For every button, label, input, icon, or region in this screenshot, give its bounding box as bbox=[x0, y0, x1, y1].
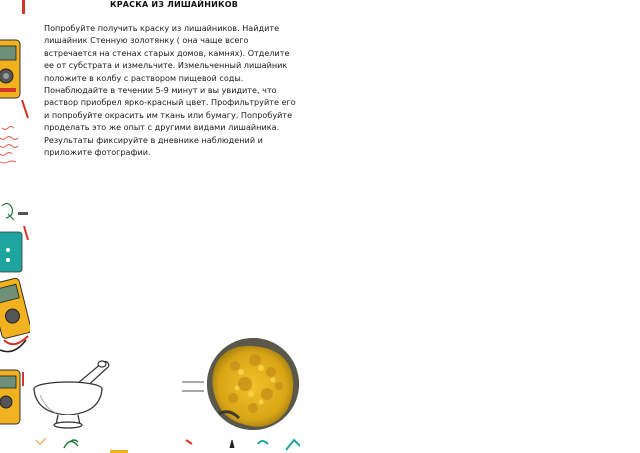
handwriting-sketch-icon bbox=[0, 127, 18, 164]
lichen-photo bbox=[205, 336, 301, 432]
left-decoration-strip bbox=[0, 0, 30, 453]
check-sketch-icon bbox=[36, 438, 46, 444]
document-page bbox=[0, 0, 308, 453]
divider-lines-icon bbox=[182, 378, 204, 396]
mortar-and-pestle-icon bbox=[30, 355, 110, 430]
page-title: КРАСКА ИЗ ЛИШАЙНИКОВ bbox=[109, 0, 239, 9]
teal-sketch-icon bbox=[286, 440, 300, 450]
bottom-decoration-strip bbox=[30, 430, 308, 453]
red-marker-icon bbox=[22, 0, 25, 14]
decoration-sketches bbox=[0, 0, 30, 453]
probe-tip-icon bbox=[230, 440, 234, 448]
multimeter-icon bbox=[0, 370, 20, 424]
multimeter-icon bbox=[0, 232, 22, 272]
plant-sketch-icon bbox=[2, 203, 14, 220]
page-edge bbox=[300, 0, 308, 453]
multimeter-icon bbox=[0, 40, 20, 98]
instruction-paragraph: Попробуйте получить краску из лишайников. Найдите лишайник Стенную золотянку ( она чаще всего встречается на стенах старых домов, камнях). Отделите ее от субстрата и измельчите. Измельченный лишайник положите в колбу с раствором пищевой соды. Понаблюдайте в течении 5-9 минут и вы увидите, что раствор приобрел ярко-красный цвет. Профильтруйте его и попробуйте окрасить им ткань или бумагу. Попробуйте проделать это же опыт с другими видами лишайника. Результаты фиксируйте в дневнике наблюдений и приложите фотографии. bbox=[44, 23, 296, 158]
plant-sketch-icon bbox=[64, 440, 78, 448]
multimeter-icon bbox=[0, 278, 30, 340]
